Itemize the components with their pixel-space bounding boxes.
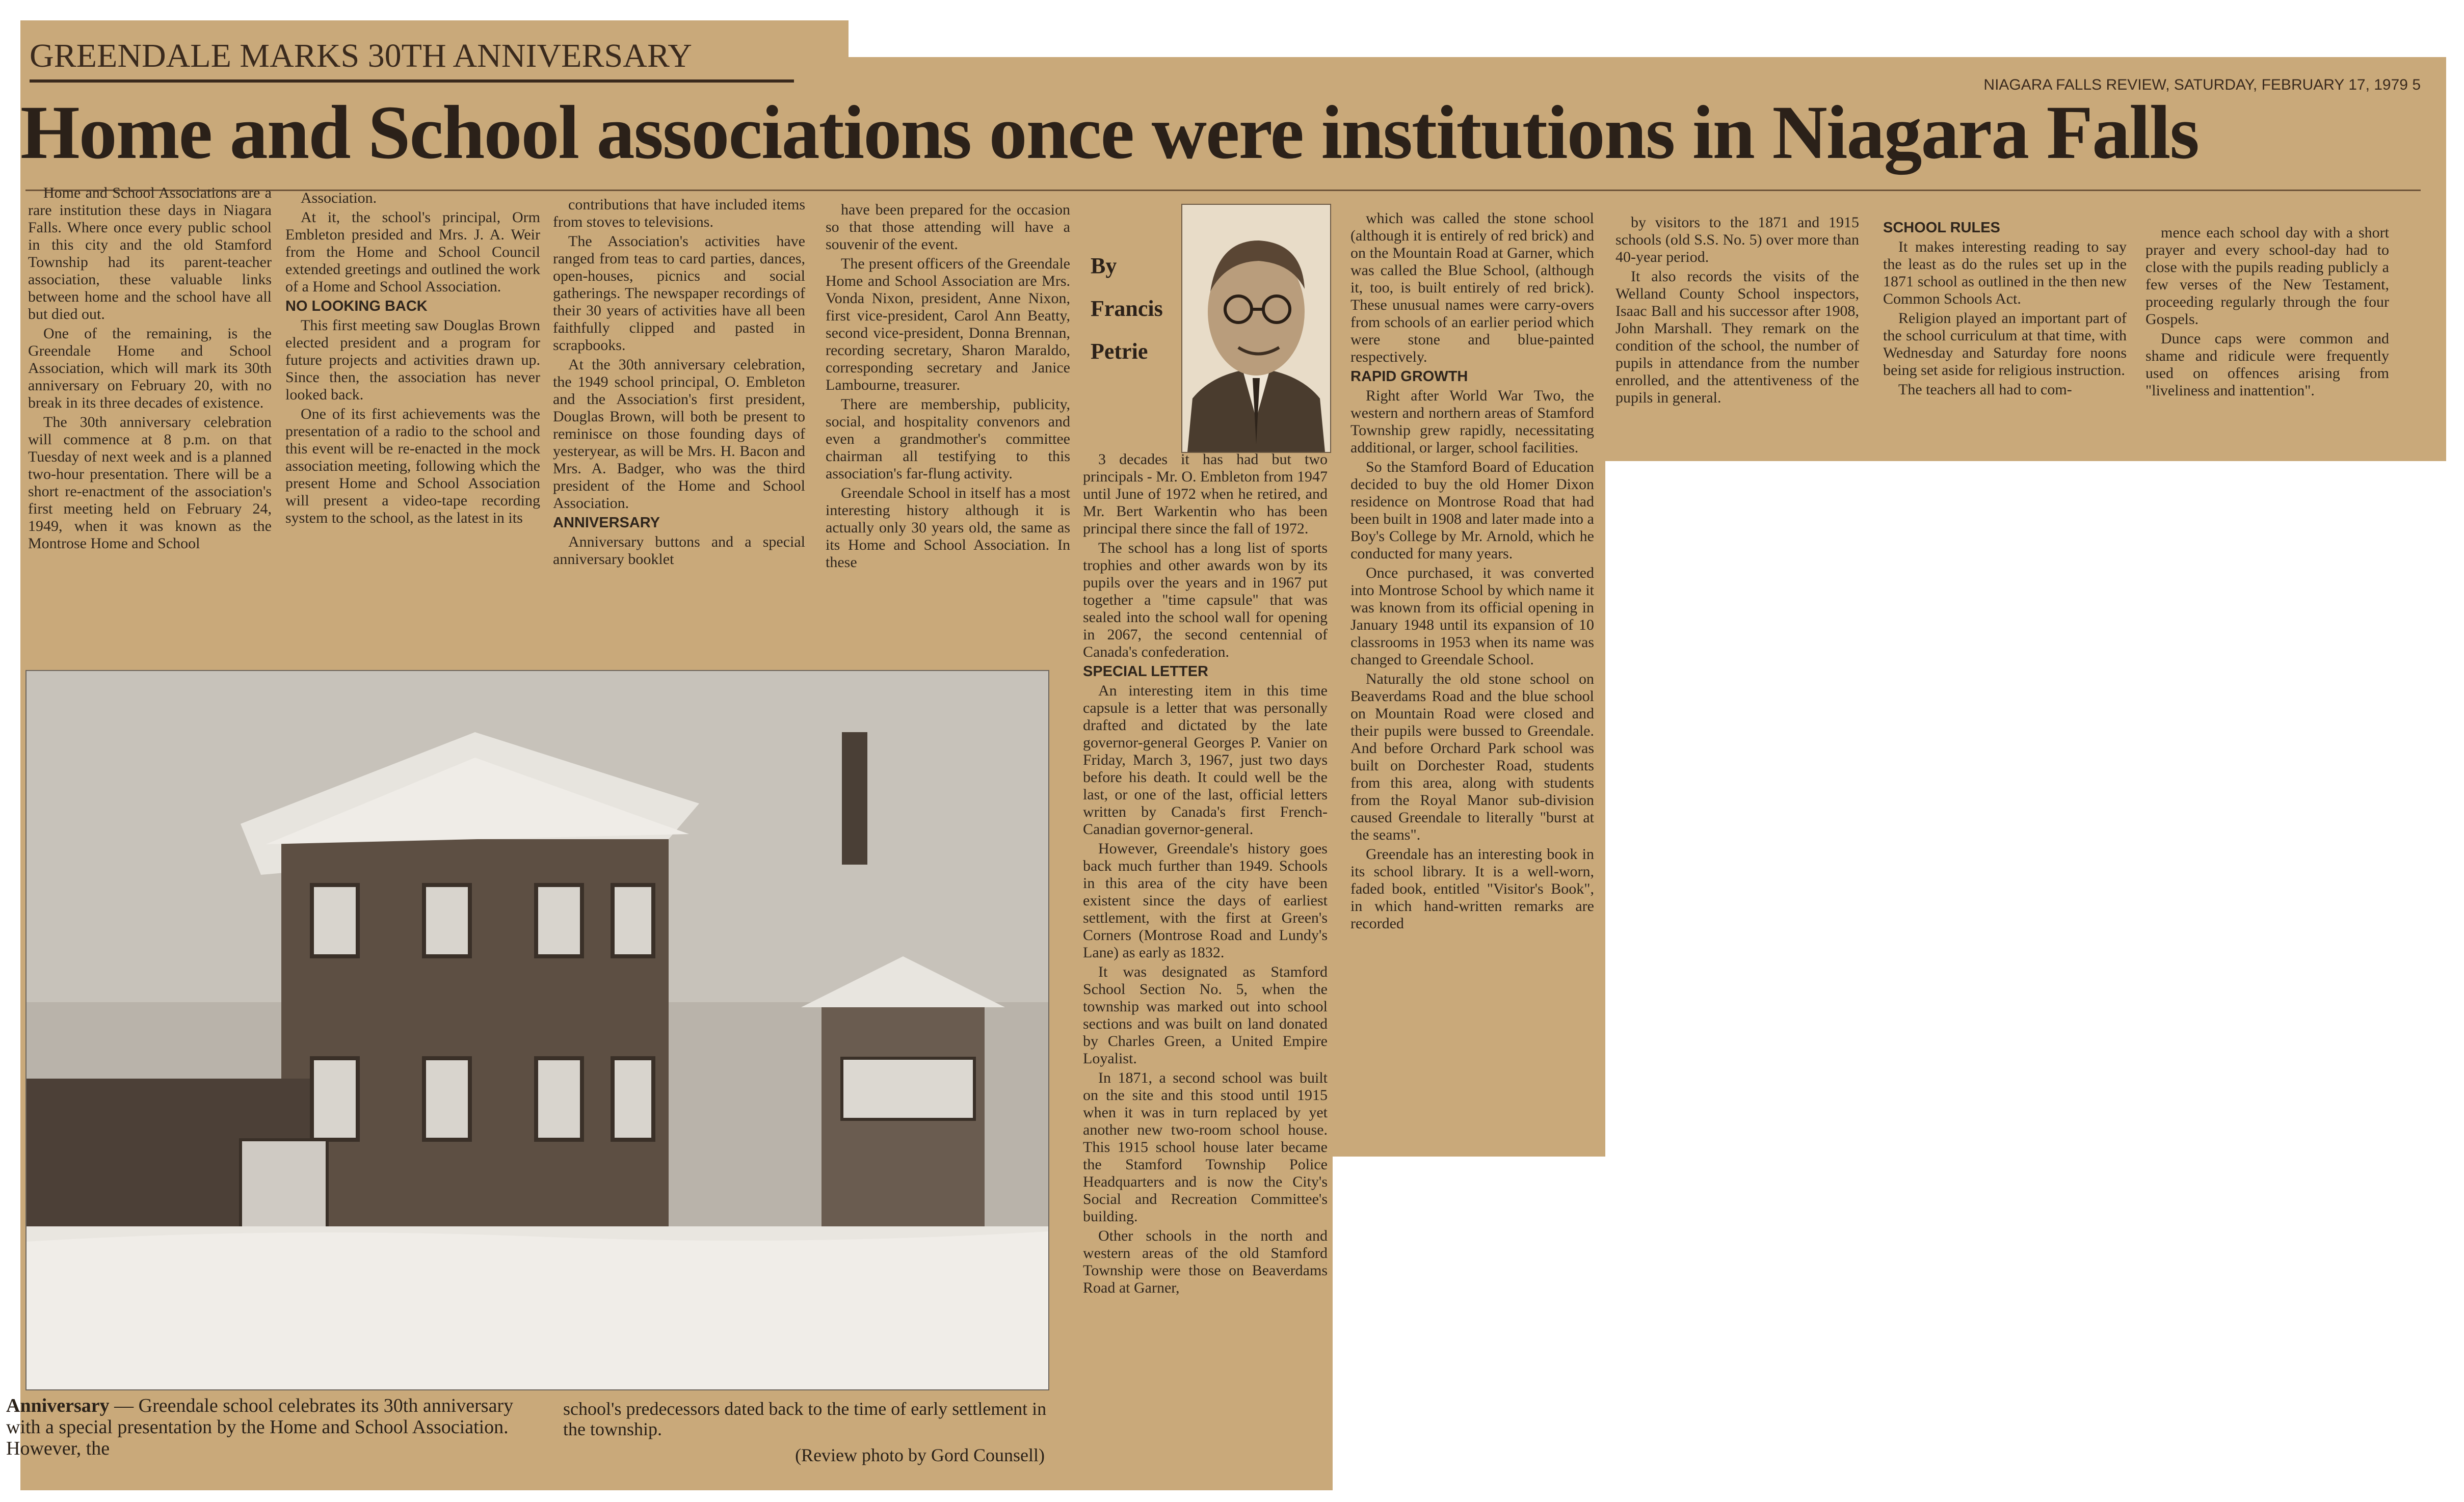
paragraph: One of the remaining, is the Greendale Home and School Association, which will mark its 30th anniversary on February 20, with no break in its three decades of existence. <box>28 325 272 411</box>
paragraph: The school has a long list of sports trophies and other awards won by its pupils over the years and in 1967 put together a "time capsule" that was sealed into the school wall for opening in 2067, the second centennial of Canada's confederation. <box>1083 540 1328 660</box>
paragraph: mence each school day with a short prayer and every school-day had to close with the pupils reading publicly a few verses of the New Testament, proceeding regularly through the four Gospels. <box>2145 224 2389 328</box>
column-2 <box>285 190 540 529</box>
paragraph: 3 decades it has had but two principals - Mr. O. Embleton from 1947 until June of 1972 when he retired, and Mr. Bert Warkentin who has been principal there since the fall of 1972. <box>1083 451 1328 537</box>
paragraph: However, Greendale's history goes back much further than 1949. Schools in this area of the city have been existent since the days of earliest settlement, with the first at Green's Corners (Montrose Road and Lundy's Lane) as early as 1832. <box>1083 840 1328 961</box>
paragraph: Other schools in the north and western areas of the old Stamford Township were those on Beaverdams Road at Garner, <box>1083 1227 1328 1296</box>
paragraph: Religion played an important part of the school curriculum at that time, with Wednesday and Saturday fore noons being set aside for religious instruction. <box>1883 310 2127 379</box>
column-8 <box>1883 219 2127 400</box>
kicker-title: GREENDALE MARKS 30TH ANNIVERSARY <box>30 36 794 83</box>
paragraph: This first meeting saw Douglas Brown elected president and a program for future projects and activities drawn up. Since then, the association has never looked back. <box>285 317 540 403</box>
column-4 <box>826 201 1070 573</box>
paragraph: contributions that have included items from stoves to televisions. <box>553 196 805 230</box>
subhead: SPECIAL LETTER <box>1083 663 1208 680</box>
column-9 <box>2145 224 2389 401</box>
photo-caption-continued: school's predecessors dated back to the time of early settlement in the township. <box>563 1399 1047 1439</box>
byline <box>1091 245 1177 373</box>
paragraph: Dunce caps were common and shame and ridicule were frequently used on offences arising from "liveliness and inattention". <box>2145 330 2389 399</box>
caption-lead: Anniversary <box>6 1395 110 1416</box>
photo-caption <box>6 1395 516 1459</box>
paragraph: At the 30th anniversary celebration, the 1949 school principal, O. Embleton and the Association's first president, Douglas Brown, will both be present to reminisce on those founding days of yesteryear, as will be Mrs. H. Bacon and Mrs. A. Badger, who was the third president of the Home and School Association. <box>553 356 805 512</box>
paragraph: by visitors to the 1871 and 1915 schools (old S.S. No. 5) over more than 40-year period. <box>1615 214 1859 265</box>
paragraph: which was called the stone school (although it is entirely of red brick) and on the Mountain Road at Garner, which was called the Blue School, (although it, too, is built entirely of red brick). These unusual names were carry-overs from schools of an earlier period which were stone and blue-painted respectively. <box>1350 210 1594 365</box>
paragraph: It was designated as Stamford School Section No. 5, when the township was marked out into school sections and was built on land donated by Charles Green, a United Empire Loyalist. <box>1083 963 1328 1067</box>
paragraph: Anniversary buttons and a special anniversary booklet <box>553 533 805 568</box>
paragraph: So the Stamford Board of Education decided to buy the old Homer Dixon residence on Montrose Road that had been built in 1908 and later made into a Boy's College by Mr. Arnold, which he conducted for many years. <box>1350 459 1594 562</box>
paragraph: Home and School Associations are a rare institution these days in Niagara Falls. Where once every public school in this city and the old Stamford Township had its parent-teacher association, these valuable links between home and the school have all but died out. <box>28 184 272 323</box>
column-5 <box>1083 451 1328 1299</box>
subhead: RAPID GROWTH <box>1350 368 1468 385</box>
paragraph: Once purchased, it was converted into Montrose School by which name it was known from its official opening in January 1948 until its expansion of 10 classrooms in 1953 when its name was changed to Greendale School. <box>1350 565 1594 668</box>
paragraph: It also records the visits of the Welland County School inspectors, Isaac Ball and his successor after 1908, John Marshall. They remark on the condition of the school, the number of pupils in attendance from the number enrolled, and the attentiveness of the pupils in general. <box>1615 268 1859 406</box>
paragraph: At it, the school's principal, Orm Embleton presided and Mrs. J. A. Weir from the Home and School Council extended greetings and outlined the work of a Home and School Association. <box>285 209 540 295</box>
paragraph: Right after World War Two, the western and northern areas of Stamford Township grew rapidly, necessitating additional, or larger, school facilities. <box>1350 387 1594 456</box>
paragraph: The 30th anniversary celebration will commence at 8 p.m. on that Tuesday of next week and is a planned two-hour presentation. There will be a short re-enactment of the association's first meeting held on February 24, 1949, when it was known as the Montrose Home and School <box>28 414 272 552</box>
paragraph: There are membership, publicity, social, and hospitality convenors and even a grandmother's committee chairman all testifying to this association's far-flung activity. <box>826 396 1070 482</box>
paragraph: An interesting item in this time capsule is a letter that was personally drafted and dictated by the late governor-general Georges P. Vanier on Friday, March 3, 1967, just two days before his death. It could well be the last, or one of the last, official letters written by Canada's first French-Canadian governor-general. <box>1083 682 1328 838</box>
byline-last-name: Petrie <box>1091 339 1148 364</box>
paragraph: The teachers all had to com- <box>1898 381 2072 398</box>
photo-credit: (Review photo by Gord Counsell) <box>795 1445 1045 1465</box>
paragraph: have been prepared for the occasion so that those attending will have a souvenir of the event. <box>826 201 1070 253</box>
school-photograph <box>25 670 1049 1390</box>
author-portrait <box>1181 204 1331 453</box>
subhead: NO LOOKING BACK <box>285 298 428 314</box>
paragraph: It makes interesting reading to say the least as do the rules set up in the 1871 school as outlined in the then new Common Schools Act. <box>1883 238 2127 307</box>
paragraph: In 1871, a second school was built on the site and this stood until 1915 when it was in turn replaced by yet another new two-room school house. This 1915 school house later became the Stamford Township Police Headquarters and is now the City's Social and Recreation Committee's building. <box>1083 1069 1328 1225</box>
paragraph: The Association's activities have ranged from teas to card parties, dances, open-houses, picnics and social gatherings. The newspaper recordings of their 30 years of activities have all been faithfully clipped and pasted in scrapbooks. <box>553 233 805 354</box>
paragraph: Association. <box>301 190 377 206</box>
paragraph: Naturally the old stone school on Beaverdams Road and the blue school on Mountain Road were closed and their pupils were bussed to Greendale. And before Orchard Park school was built on Dorchester Road, students from this area, along with students from the Royal Manor sub-division caused Greendale to literally "burst at the seams". <box>1350 670 1594 843</box>
column-6 <box>1350 210 1594 934</box>
paragraph: One of its first achievements was the presentation of a radio to the school and this event will be re-enacted in the mock association meeting, following which the present Home and School Association will present a video-tape recording system to the school, as the latest in its <box>285 406 540 526</box>
paragraph: Greendale has an interesting book in its school library. It is a well-worn, faded book, entitled "Visitor's Book", in which hand-written remarks are recorded <box>1350 846 1594 932</box>
dateline: NIAGARA FALLS REVIEW, SATURDAY, FEBRUARY 17, 1979 5 <box>1983 76 2421 93</box>
paragraph: The present officers of the Greendale Home and School Association are Mrs. Vonda Nixon, president, Anne Nixon, first vice-president, Carol Ann Beatty, second vice-president, Donna Brennan, recording secretary, Sharon Maraldo, corresponding secretary and Janice Lambourne, treasurer. <box>826 255 1070 393</box>
byline-by: By <box>1091 253 1117 278</box>
caption-text: — Greendale school celebrates its 30th anniversary with a special presentation by the Home and School Association. However, the <box>6 1395 514 1459</box>
paragraph: Greendale School in itself has a most interesting history although it is actually only 30 years old, the same as its Home and School Association. In these <box>826 485 1070 571</box>
column-1 <box>28 184 272 554</box>
byline-first-name: Francis <box>1091 296 1163 321</box>
column-7 <box>1615 214 1859 409</box>
column-3 <box>553 196 805 570</box>
subhead: SCHOOL RULES <box>1883 220 2000 236</box>
headline: Home and School associations once were institutions in Niagara Falls <box>20 90 2198 175</box>
subhead: ANNIVERSARY <box>553 515 660 531</box>
